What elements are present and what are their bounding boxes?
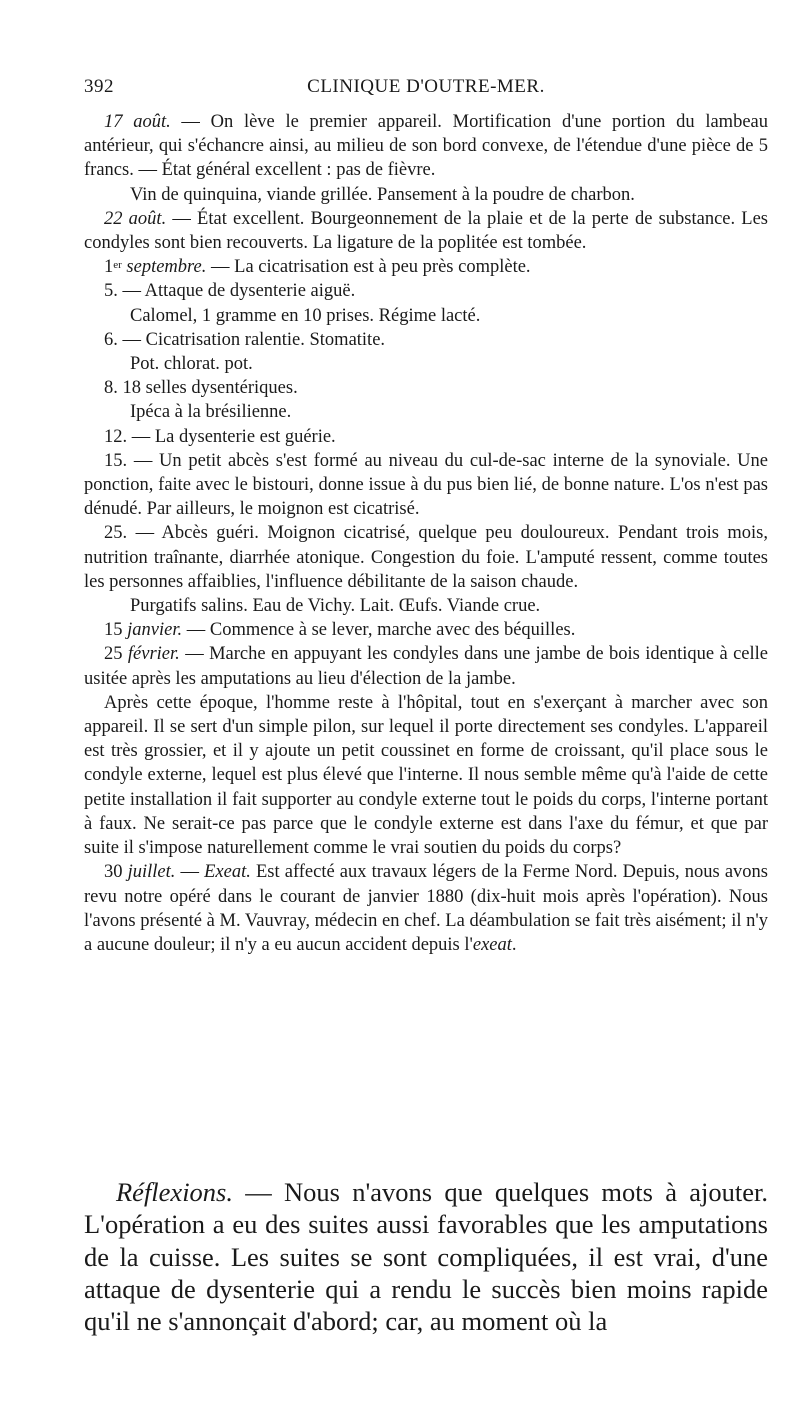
entry-date-number: 15 (104, 620, 123, 641)
entry-date-number: 25 (104, 644, 123, 665)
entry-15: 15. — Un petit abcès s'est formé au niveau du cul-de-sac interne de la synoviale. Une ponction, faite avec le bistouri, donne issue à du pus bien lié, de bonne nature. L'os n'est pas dénudé. Par ailleurs, le moignon est cicatrisé. (84, 450, 768, 520)
page-header (84, 76, 768, 100)
entry-text: — Marche en appuyant les condyles dans une jambe de bois identique à celle usitée après les amputations au lieu d'élection de la jambe. (84, 644, 769, 689)
entry-text: — On lève le premier appareil. Mortification d'une portion du lambeau antérieur, qui s'échancre ainsi, au milieu de son bord convexe, de l'étendue d'une pièce de 5 francs. — État général excellent : pas de fièvre. (84, 112, 768, 181)
entry-text: — Commence à se lever, marche avec des béquilles. (182, 620, 576, 641)
entry-22-aout (84, 207, 768, 255)
entry-25: 25. — Abcès guéri. Moignon cicatrisé, quelque peu douloureux. Pendant trois mois, nutrition traînante, diarrhée atonique. Congestion du foie. L'amputé ressent, comme toutes les personnes affaiblies, l'influence débilitante de la saison chaude. (84, 523, 768, 592)
entry-treatment: Calomel, 1 gramme en 10 prises. Régime lacté. (130, 305, 481, 326)
entry-6: 6. — Cicatrisation ralentie. Stomatite. (104, 329, 386, 350)
reflexions-text: — Nous n'avons que quelques mots à ajouter. L'opération a eu des suites aussi favorables que les amputations de la cuisse. Les suites se sont compliquées, il est vrai, d'une attaque de dysenterie qui a rendu le succès bien moins rapide qu'il ne s'annonçait d'abord; car, au moment où la (84, 1177, 768, 1337)
entry-date-superscript: er (113, 259, 122, 272)
commentary-paragraph: Après cette époque, l'homme reste à l'hôpital, tout en s'exerçant à marcher avec son appareil. Il se sert d'un simple pilon, sur lequel il porte directement ses condyles. L'appareil est très grossier, et il y ajoute un petit coussinet en forme de croissant, qu'il place sous le condyle externe, lequel est plus élevé que l'interne. Il nous semble même qu'à l'aide de cette petite installation il fait supporter au condyle externe tout le poids du corps, l'interne portant à faux. Ne serait-ce pas parce que le condyle externe est dans l'axe du fémur, et que par suite il s'impose naturellement comme le vrai soutien du poids du corps? (84, 692, 768, 859)
entry-date: 17 août. (104, 112, 171, 132)
entry-date: septembre. (121, 257, 207, 278)
reflexions-paragraph (84, 1176, 768, 1337)
entry-text-end: . (511, 934, 517, 955)
exeat-term: Exeat. (204, 862, 251, 883)
entry-treatment: Pot. chlorat. pot. (130, 354, 253, 375)
entry-15-janvier (84, 618, 768, 642)
entry-25-fevrier (84, 642, 768, 690)
entry-treatment: Vin de quinquina, viande grillée. Pansement à la poudre de charbon. (130, 184, 635, 205)
reflexions-label: Réflexions. (116, 1177, 233, 1207)
entry-date: février. (122, 644, 180, 665)
case-notes (84, 110, 768, 957)
entry-date-number: 30 (104, 862, 123, 883)
entry-5: 5. — Attaque de dysenterie aiguë. (104, 281, 356, 302)
entry-1-septembre (84, 255, 768, 279)
exeat-term: exeat (472, 934, 512, 955)
entry-8: 8. 18 selles dysentériques. (104, 378, 298, 399)
running-title: CLINIQUE D'OUTRE-MER. (307, 76, 545, 97)
page-number: 392 (84, 76, 114, 97)
entry-12: 12. — La dysenterie est guérie. (104, 426, 336, 447)
entry-text: — État excellent. Bourgeonnement de la plaie et de la perte de substance. Les condyles sont bien recouverts. La ligature de la poplitée est tombée. (84, 208, 769, 254)
entry-date-number: 1 (104, 257, 114, 278)
entry-date: juillet. (122, 862, 176, 883)
entry-treatment: Purgatifs salins. Eau de Vichy. Lait. Œufs. Viande crue. (130, 596, 541, 617)
entry-date: 22 août. (104, 208, 167, 229)
entry-treatment: Ipéca à la brésilienne. (130, 402, 292, 423)
entry-text: Est affecté aux travaux légers de la Ferme Nord. Depuis, nous avons revu notre opéré dans le courant de janvier 1880 (dix-huit mois après l'opération). Nous l'avons présenté à M. Vauvray, médecin en chef. La déambulation se fait très aisément; il n'y a aucune douleur; il n'y a eu aucun accident depuis l' (84, 862, 768, 955)
entry-30-juillet (84, 860, 768, 957)
entry-date: janvier. (122, 620, 183, 641)
entry-17-aout (84, 110, 768, 183)
entry-text: — La cicatrisation est à peu près complète. (206, 257, 531, 278)
entry-dash: — (175, 862, 205, 883)
